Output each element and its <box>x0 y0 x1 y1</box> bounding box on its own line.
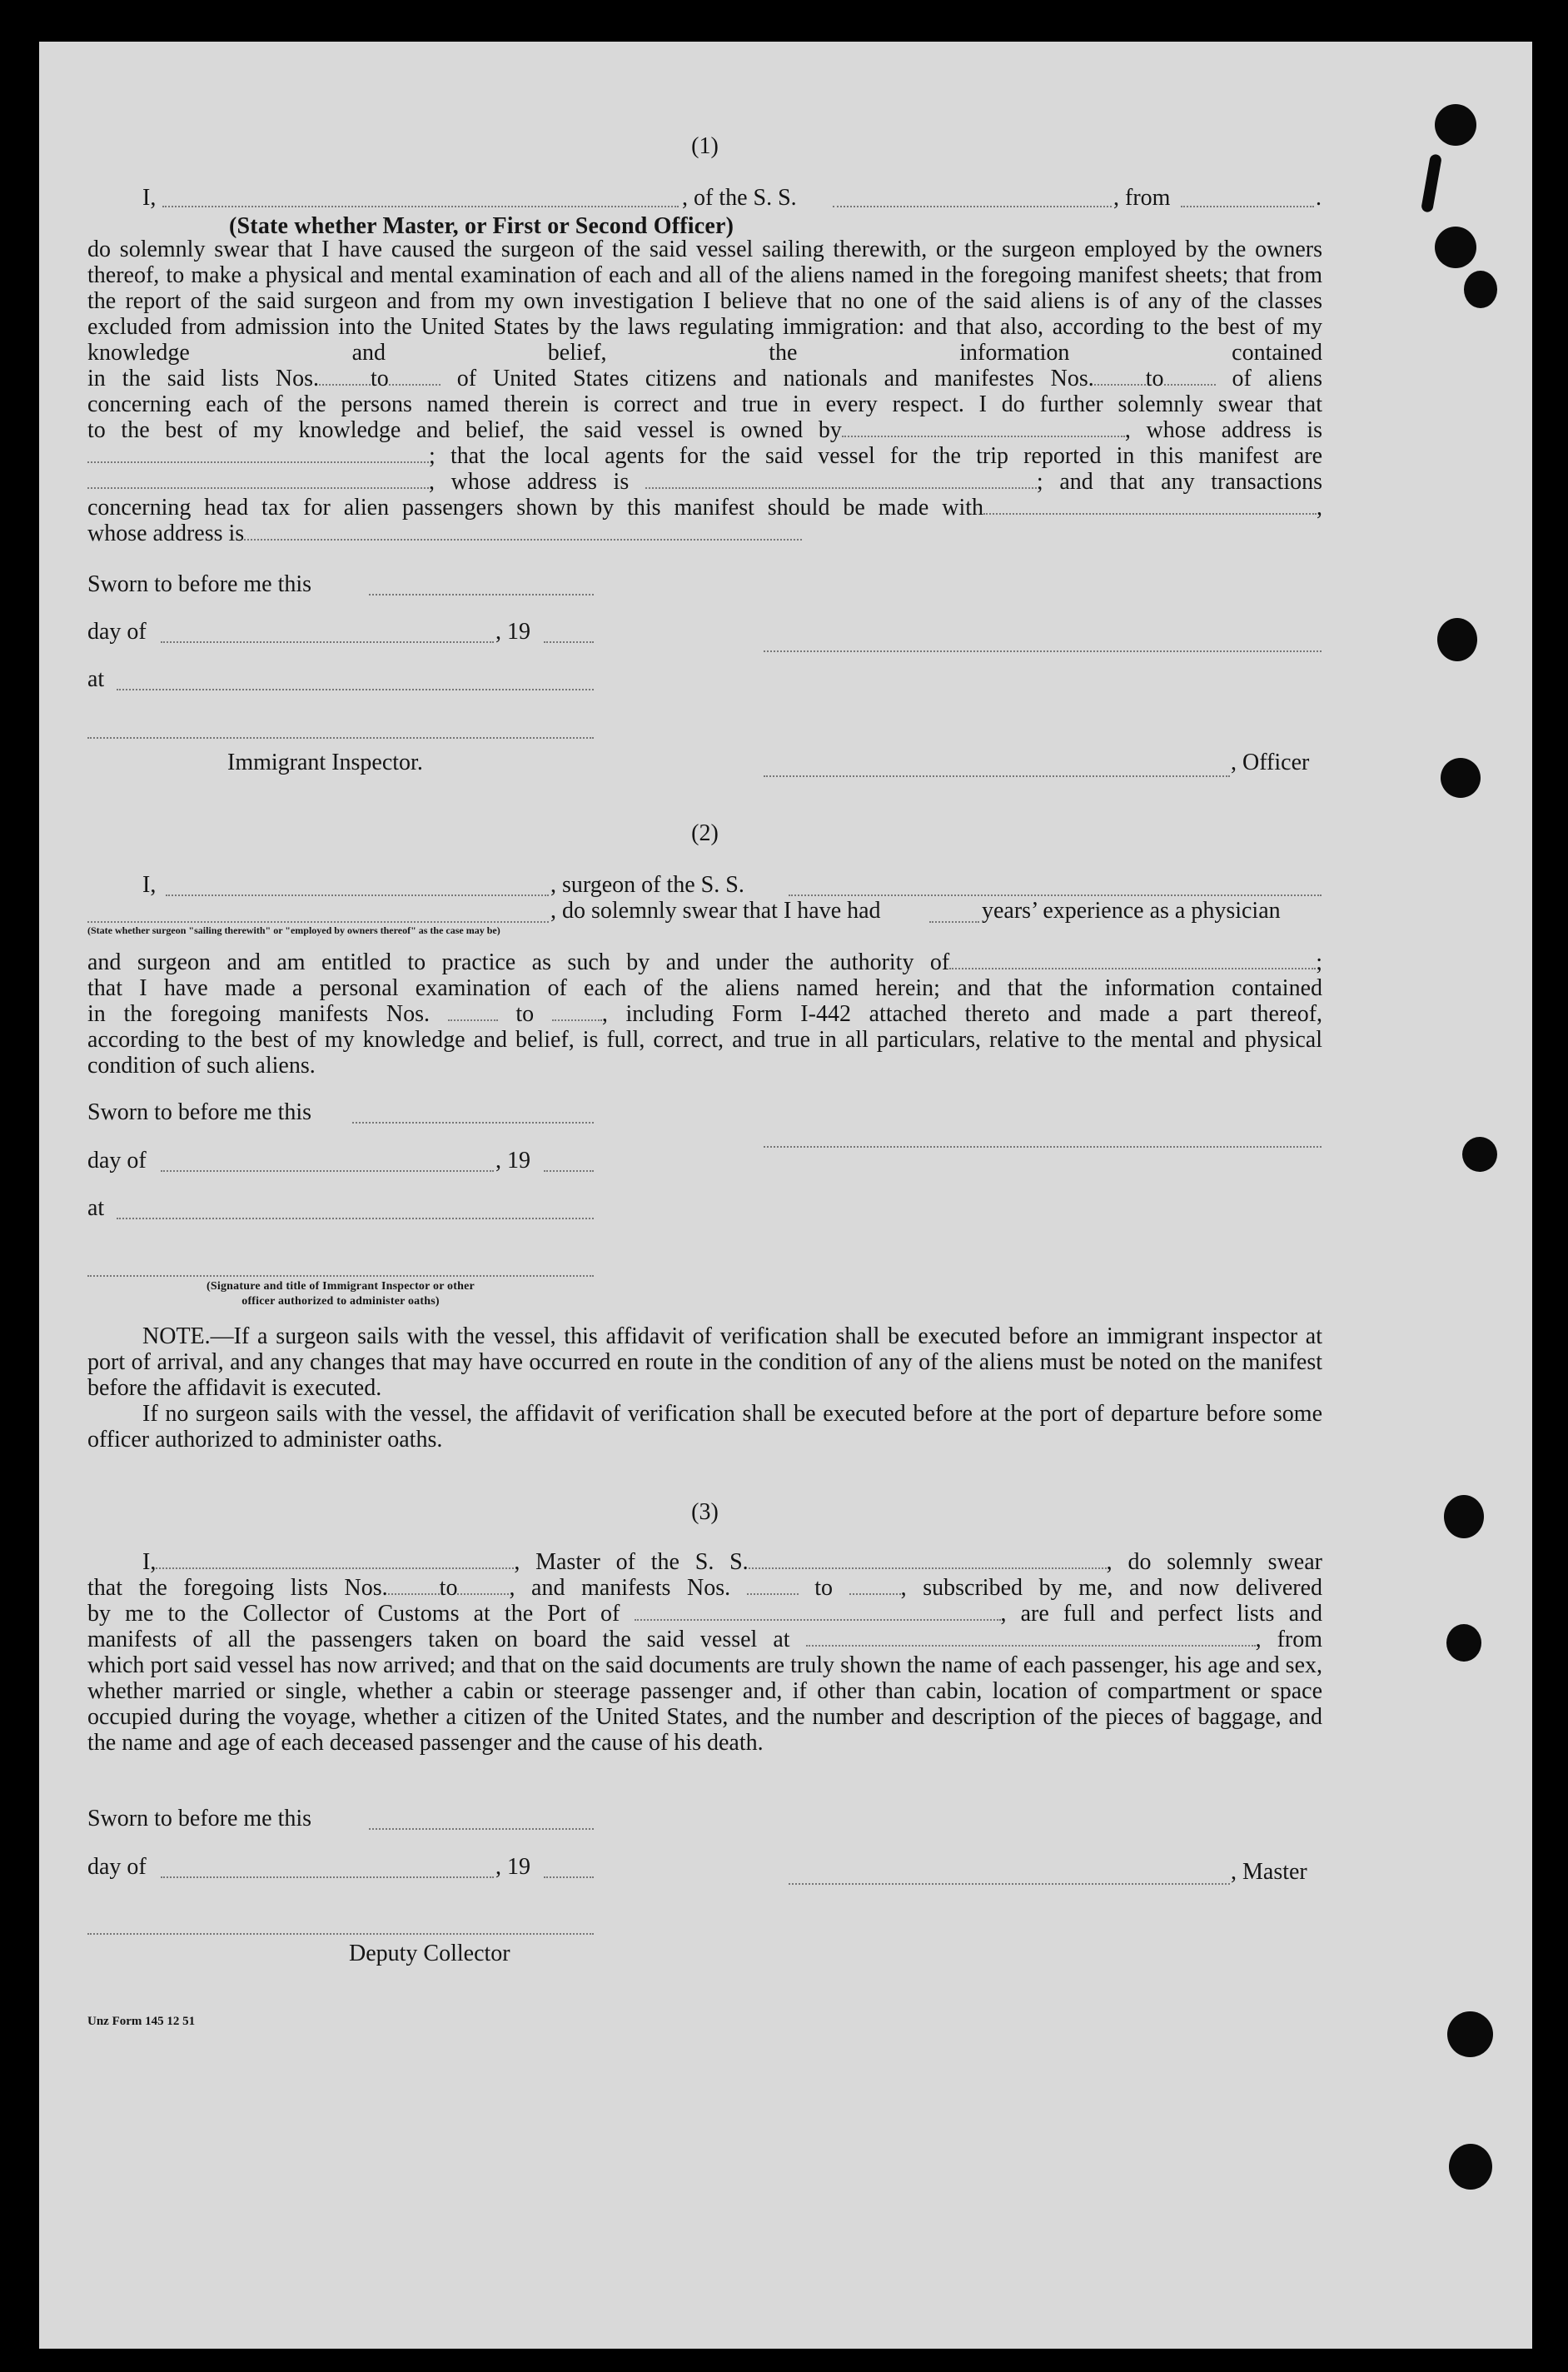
section-number: (3) <box>691 1499 719 1525</box>
signature-note: officer authorized to administer oaths) <box>241 1295 440 1308</box>
paragraph: concerning each of the persons named therein is correct and true in every respect. I do further solemnly swear that <box>87 391 1322 417</box>
head-tax-address-field[interactable] <box>244 538 802 541</box>
master-name-field[interactable] <box>156 1567 514 1569</box>
text: , from <box>1255 1627 1322 1652</box>
officer-rank-field[interactable] <box>162 205 679 207</box>
sworn-month-field[interactable] <box>161 640 494 643</box>
text: , including Form I-442 attached thereto and made a part thereof, <box>601 1001 1323 1027</box>
surgeon-status-field[interactable] <box>87 920 549 923</box>
surgeon-name-field[interactable] <box>166 894 549 896</box>
authority-field[interactable] <box>949 967 1316 969</box>
text: day of <box>87 619 147 645</box>
punch-hole <box>1464 271 1497 308</box>
list-no-from-field[interactable] <box>319 383 371 386</box>
collector-signature-line[interactable] <box>87 1932 594 1935</box>
text: , of the S. S. <box>682 185 797 211</box>
sworn-month-field[interactable] <box>161 1169 494 1172</box>
text: , whose address is <box>1124 417 1322 443</box>
text: to <box>371 366 389 391</box>
years-experience-field[interactable] <box>929 920 979 923</box>
text: ; <box>1316 949 1322 975</box>
punch-hole <box>1435 227 1476 268</box>
punch-hole <box>1449 2144 1492 2190</box>
inspector-signature-line[interactable] <box>87 736 594 739</box>
agents-field[interactable] <box>87 486 429 489</box>
punch-hole <box>1437 618 1477 661</box>
text: , 19 <box>495 619 530 645</box>
section-number: (1) <box>691 133 719 159</box>
sworn-day-field[interactable] <box>369 1827 594 1830</box>
sworn-month-field[interactable] <box>161 1876 494 1878</box>
signature-note: (Signature and title of Immigrant Inspector or other <box>207 1280 475 1293</box>
port-field[interactable] <box>635 1618 1001 1621</box>
text: to <box>814 1575 834 1601</box>
list-no-from-field[interactable] <box>388 1592 440 1595</box>
text: day of <box>87 1854 147 1880</box>
text: , Master of the S. S. <box>514 1549 749 1575</box>
text: , are full and perfect lists and <box>1000 1601 1322 1627</box>
list-no-to-field[interactable] <box>457 1592 509 1595</box>
inspector-signature-line[interactable] <box>87 1274 594 1277</box>
text: , whose address is <box>429 469 630 495</box>
agent-address-field[interactable] <box>645 486 1037 489</box>
text: , 19 <box>495 1148 530 1174</box>
text: to the best of my knowledge and belief, the said vessel is owned by <box>87 417 842 443</box>
manifest-no-to-field[interactable] <box>1164 383 1216 386</box>
text: , do solemnly swear <box>1106 1549 1322 1575</box>
text: to <box>439 1575 458 1601</box>
collector-label: Deputy Collector <box>349 1941 510 1966</box>
text: , from <box>1113 185 1171 211</box>
text: , and manifests Nos. <box>509 1575 731 1601</box>
text: concerning head tax for alien passengers shown by this manifest should be made with <box>87 495 983 521</box>
text: , do solemnly swear that I have had <box>550 898 881 924</box>
text: I, <box>142 185 157 211</box>
text: manifests of all the passengers taken on board the said vessel at <box>87 1627 790 1652</box>
manifest-no-to-field[interactable] <box>849 1592 901 1595</box>
sworn-day-field[interactable] <box>352 1121 594 1124</box>
text: that the foregoing lists Nos. <box>87 1575 388 1601</box>
owner-address-field[interactable] <box>87 461 429 463</box>
paragraph: do solemnly swear that I have caused the surgeon of the said vessel sailing therewith, or the surgeon employed by the owners thereof, to make a physical and mental examination of each and all of the aliens named in the foregoing manifest sheets; that from the report of the said surgeon and from my own investigation I believe that no one of the said aliens is of any of the classes excluded from admission into the United States by the laws regulating immigration: and that also, according to the best of my knowledge and belief, the information contained <box>87 237 1322 366</box>
section-number: (2) <box>691 820 719 846</box>
manifest-no-from-field[interactable] <box>1094 383 1146 386</box>
text: and surgeon and am entitled to practice as such by and under the authority of <box>87 949 950 975</box>
master-label: , Master <box>1231 1859 1307 1885</box>
field-note: (State whether surgeon "sailing therewith" or "employed by owners thereof" as the case may be) <box>87 924 500 936</box>
text: at <box>87 1195 105 1221</box>
surgeon-signature-line[interactable] <box>764 1145 1322 1148</box>
manifest-no-to-field[interactable] <box>552 1019 602 1021</box>
note-paragraph: If no surgeon sails with the vessel, the affidavit of verification shall be executed before at the port of departure before some officer authorized to administer oaths. <box>87 1401 1322 1453</box>
paragraph: that I have made a personal examination of each of the aliens named herein; and that the information contained <box>87 975 1322 1001</box>
text: ; that the local agents for the said vessel for the trip reported in this manifest are <box>429 443 1322 469</box>
punch-hole <box>1462 1137 1497 1172</box>
text: of aliens <box>1232 366 1323 391</box>
manifest-no-from-field[interactable] <box>747 1592 799 1595</box>
punch-hole <box>1435 104 1476 146</box>
punch-hole <box>1446 1624 1481 1662</box>
master-signature-line[interactable] <box>789 1882 1230 1885</box>
field-note: (State whether Master, or First or Second Officer) <box>229 213 734 239</box>
inspector-label: Immigrant Inspector. <box>227 750 423 775</box>
text: . <box>1316 185 1322 211</box>
text: Sworn to before me this <box>87 571 312 597</box>
text: at <box>87 666 105 692</box>
punch-hole <box>1447 2011 1493 2057</box>
form-number: Unz Form 145 12 51 <box>87 2015 196 2028</box>
sworn-year-field[interactable] <box>544 1876 594 1878</box>
sworn-place-field[interactable] <box>117 688 594 690</box>
text: day of <box>87 1148 147 1174</box>
text: Sworn to before me this <box>87 1806 312 1831</box>
sworn-day-field[interactable] <box>369 593 594 595</box>
punch-hole <box>1444 1495 1484 1538</box>
text: ; and that any transactions <box>1036 469 1322 495</box>
embarkation-port-field[interactable] <box>806 1644 1256 1647</box>
text: , subscribed by me, and now delivered <box>900 1575 1322 1601</box>
head-tax-contact-field[interactable] <box>983 512 1317 515</box>
officer-line[interactable] <box>764 775 1230 777</box>
from-port-field[interactable] <box>1181 205 1314 207</box>
text: in the said lists Nos. <box>87 366 319 391</box>
text: I, <box>142 1549 157 1575</box>
text: to <box>1145 366 1164 391</box>
sworn-year-field[interactable] <box>544 640 594 643</box>
list-no-to-field[interactable] <box>389 383 441 386</box>
text: to <box>515 1001 535 1027</box>
text: by me to the Collector of Customs at the Port of <box>87 1601 620 1627</box>
text: , <box>1317 495 1322 521</box>
owner-field[interactable] <box>842 435 1125 437</box>
text: I, <box>142 872 157 898</box>
paragraph: according to the best of my knowledge and belief, is full, correct, and true in all particulars, relative to the mental and physical condition of such aliens. <box>87 1027 1322 1079</box>
text: whose address is <box>87 521 245 546</box>
vessel-name-field[interactable] <box>833 205 1112 207</box>
surgeon-vessel-field[interactable] <box>789 894 1322 896</box>
officer-signature-line[interactable] <box>764 650 1322 652</box>
text: , surgeon of the S. S. <box>550 872 744 898</box>
punch-hole <box>1441 758 1481 798</box>
text: in the foregoing manifests Nos. <box>87 1001 430 1027</box>
officer-label: , Officer <box>1231 750 1310 775</box>
text: , 19 <box>495 1854 530 1880</box>
text: years’ experience as a physician <box>982 898 1281 924</box>
manifest-no-from-field[interactable] <box>448 1019 498 1021</box>
note-paragraph: NOTE.—If a surgeon sails with the vessel, this affidavit of verification shall be executed before an immigrant inspector at port of arrival, and any changes that may have occurred en route in the condition of any of the aliens must be noted on the manifest before the affidavit is executed. <box>87 1323 1322 1401</box>
vessel-name-field[interactable] <box>749 1567 1107 1569</box>
sworn-year-field[interactable] <box>544 1169 594 1172</box>
paragraph: which port said vessel has now arrived; and that on the said documents are truly shown the name of each passenger, his age and sex, whether married or single, whether a cabin or steerage passenger and, if other than cabin, location of compartment or space occupied during the voyage, whether a citizen of the United States, and the number and description of the pieces of baggage, and the name and age of each deceased passenger and the cause of his death. <box>87 1652 1322 1756</box>
sworn-place-field[interactable] <box>117 1217 594 1219</box>
text: of United States citizens and nationals and manifestes Nos. <box>456 366 1094 391</box>
text: Sworn to before me this <box>87 1099 312 1125</box>
